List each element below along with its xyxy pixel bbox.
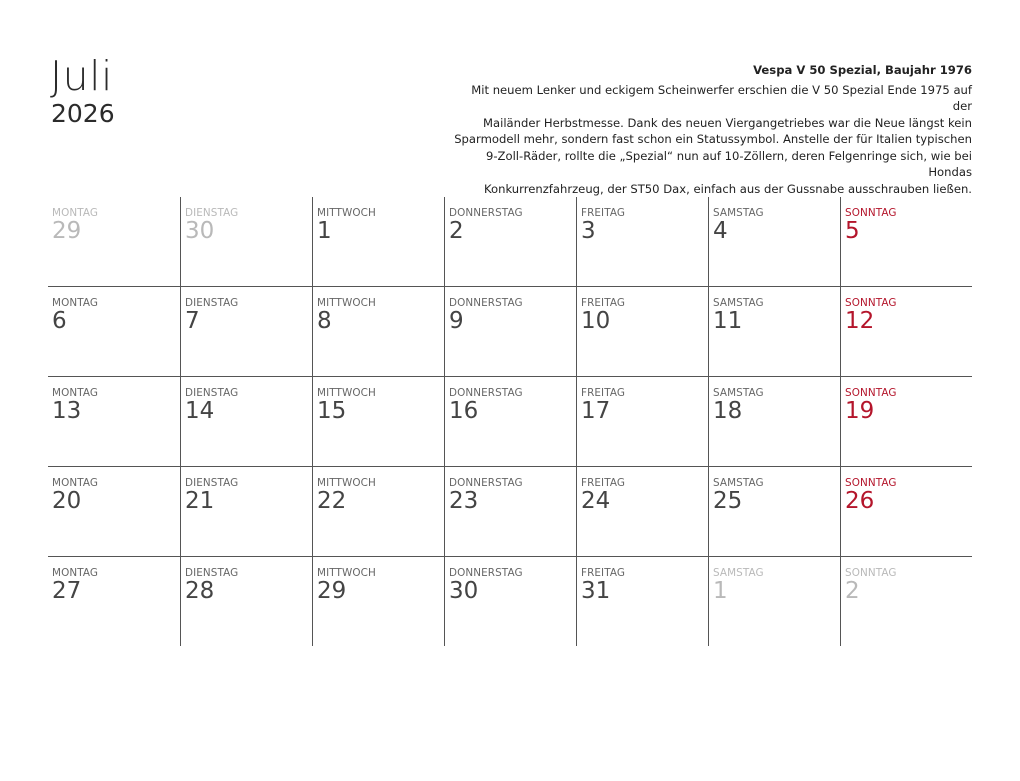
- calendar-day-cell: [312, 467, 444, 556]
- day-number: 26: [845, 488, 875, 514]
- day-name-label: SAMSTAG: [713, 207, 764, 219]
- day-number: 1: [317, 218, 332, 244]
- caption-line: Mit neuem Lenker und eckigem Scheinwerfer erschien die V 50 Spezial Ende 1975 auf der: [471, 82, 972, 113]
- calendar-day-cell: [840, 287, 972, 376]
- day-number: 18: [713, 398, 743, 424]
- day-name-label: DONNERSTAG: [449, 297, 523, 309]
- day-number: 23: [449, 488, 479, 514]
- day-name-label: MONTAG: [52, 387, 99, 399]
- day-name-label: FREITAG: [581, 297, 626, 309]
- calendar-day-cell: [48, 197, 180, 286]
- day-name-label: MONTAG: [52, 297, 99, 309]
- calendar-day-cell: [312, 377, 444, 466]
- day-name-label: MONTAG: [52, 207, 99, 219]
- day-number: 22: [317, 488, 347, 514]
- caption-line: Sparmodell mehr, sondern fast schon ein Statussymbol. Anstelle der für Italien typischen: [454, 132, 972, 146]
- calendar-grid: [48, 197, 972, 644]
- day-name-label: DONNERSTAG: [449, 207, 523, 219]
- calendar-day-cell: [840, 557, 972, 646]
- day-name-label: SAMSTAG: [713, 567, 764, 579]
- day-number: 2: [449, 218, 464, 244]
- day-number: 9: [449, 308, 464, 334]
- day-name-label: DONNERSTAG: [449, 387, 523, 399]
- month-title: Juli: [50, 52, 113, 100]
- day-number: 6: [52, 308, 67, 334]
- photo-caption: [452, 62, 972, 197]
- day-number: 7: [185, 308, 200, 334]
- day-name-label: MITTWOCH: [317, 387, 376, 399]
- calendar-day-cell: [48, 467, 180, 556]
- calendar-day-cell: [444, 287, 576, 376]
- day-number: 20: [52, 488, 82, 514]
- day-name-label: SONNTAG: [845, 477, 897, 489]
- day-number: 17: [581, 398, 611, 424]
- day-name-label: MITTWOCH: [317, 297, 376, 309]
- calendar-day-cell: [576, 467, 708, 556]
- calendar-day-cell: [48, 287, 180, 376]
- calendar-week-row: [48, 556, 972, 646]
- day-number: 1: [713, 578, 728, 604]
- calendar-day-cell: [180, 467, 312, 556]
- day-number: 25: [713, 488, 743, 514]
- day-number: 3: [581, 218, 596, 244]
- caption-line: 9-Zoll-Räder, rollte die „Spezial“ nun auf 10-Zöllern, deren Felgenringe sich, wie bei Hondas: [485, 148, 972, 179]
- day-name-label: MITTWOCH: [317, 207, 376, 219]
- day-number: 21: [185, 488, 215, 514]
- day-name-label: SONNTAG: [845, 297, 897, 309]
- day-name-label: SONNTAG: [845, 567, 897, 579]
- day-name-label: MONTAG: [52, 567, 99, 579]
- calendar-day-cell: [444, 467, 576, 556]
- day-name-label: SAMSTAG: [713, 477, 764, 489]
- calendar-day-cell: [444, 557, 576, 646]
- day-number: 30: [449, 578, 479, 604]
- day-number: 4: [713, 218, 728, 244]
- calendar-day-cell: [180, 557, 312, 646]
- calendar-day-cell: [444, 197, 576, 286]
- calendar-week-row: [48, 286, 972, 376]
- calendar-day-cell: [708, 287, 840, 376]
- day-name-label: FREITAG: [581, 207, 626, 219]
- calendar-day-cell: [576, 287, 708, 376]
- day-name-label: SAMSTAG: [713, 387, 764, 399]
- day-number: 31: [581, 578, 611, 604]
- calendar-day-cell: [576, 197, 708, 286]
- calendar-week-row: [48, 466, 972, 556]
- calendar-day-cell: [444, 377, 576, 466]
- calendar-day-cell: [312, 287, 444, 376]
- day-number: 5: [845, 218, 860, 244]
- day-number: 8: [317, 308, 332, 334]
- calendar-day-cell: [312, 197, 444, 286]
- year-title: 2026: [51, 99, 115, 128]
- calendar-day-cell: [708, 377, 840, 466]
- day-name-label: DONNERSTAG: [449, 477, 523, 489]
- day-name-label: MONTAG: [52, 477, 99, 489]
- day-name-label: FREITAG: [581, 387, 626, 399]
- day-number: 15: [317, 398, 347, 424]
- day-number: 13: [52, 398, 82, 424]
- day-name-label: MITTWOCH: [317, 567, 376, 579]
- calendar-week-row: [48, 197, 972, 286]
- day-name-label: FREITAG: [581, 477, 626, 489]
- caption-title: Vespa V 50 Spezial, Baujahr 1976: [753, 63, 972, 77]
- caption-line: Konkurrenzfahrzeug, der ST50 Dax, einfach aus der Gussnabe ausschrauben ließen.: [483, 181, 972, 196]
- day-number: 28: [185, 578, 215, 604]
- calendar-day-cell: [708, 467, 840, 556]
- day-name-label: DIENSTAG: [185, 207, 239, 219]
- day-name-label: DIENSTAG: [185, 297, 239, 309]
- day-number: 14: [185, 398, 215, 424]
- calendar-day-cell: [840, 377, 972, 466]
- day-name-label: DIENSTAG: [185, 567, 239, 579]
- day-name-label: FREITAG: [581, 567, 626, 579]
- calendar-day-cell: [48, 557, 180, 646]
- day-name-label: DIENSTAG: [185, 387, 239, 399]
- day-number: 12: [845, 308, 875, 334]
- day-number: 19: [845, 398, 875, 424]
- day-name-label: SONNTAG: [845, 207, 897, 219]
- day-number: 24: [581, 488, 611, 514]
- day-number: 2: [845, 578, 860, 604]
- calendar-day-cell: [708, 197, 840, 286]
- calendar-day-cell: [576, 377, 708, 466]
- day-name-label: SAMSTAG: [713, 297, 764, 309]
- day-number: 29: [317, 578, 347, 604]
- day-name-label: SONNTAG: [845, 387, 897, 399]
- calendar-week-row: [48, 376, 972, 466]
- calendar-day-cell: [708, 557, 840, 646]
- day-number: 30: [185, 218, 215, 244]
- calendar-day-cell: [180, 197, 312, 286]
- caption-line: Mailänder Herbstmesse. Dank des neuen Viergangetriebes war die Neue längst kein: [482, 115, 972, 130]
- day-number: 16: [449, 398, 479, 424]
- day-number: 11: [713, 308, 743, 334]
- calendar-day-cell: [840, 467, 972, 556]
- calendar-day-cell: [576, 557, 708, 646]
- day-name-label: DIENSTAG: [185, 477, 239, 489]
- day-number: 10: [581, 308, 611, 334]
- calendar-day-cell: [48, 377, 180, 466]
- day-name-label: DONNERSTAG: [449, 567, 523, 579]
- calendar-day-cell: [312, 557, 444, 646]
- day-number: 27: [52, 578, 82, 604]
- day-name-label: MITTWOCH: [317, 477, 376, 489]
- calendar-day-cell: [180, 377, 312, 466]
- day-number: 29: [52, 218, 82, 244]
- calendar-day-cell: [840, 197, 972, 286]
- calendar-day-cell: [180, 287, 312, 376]
